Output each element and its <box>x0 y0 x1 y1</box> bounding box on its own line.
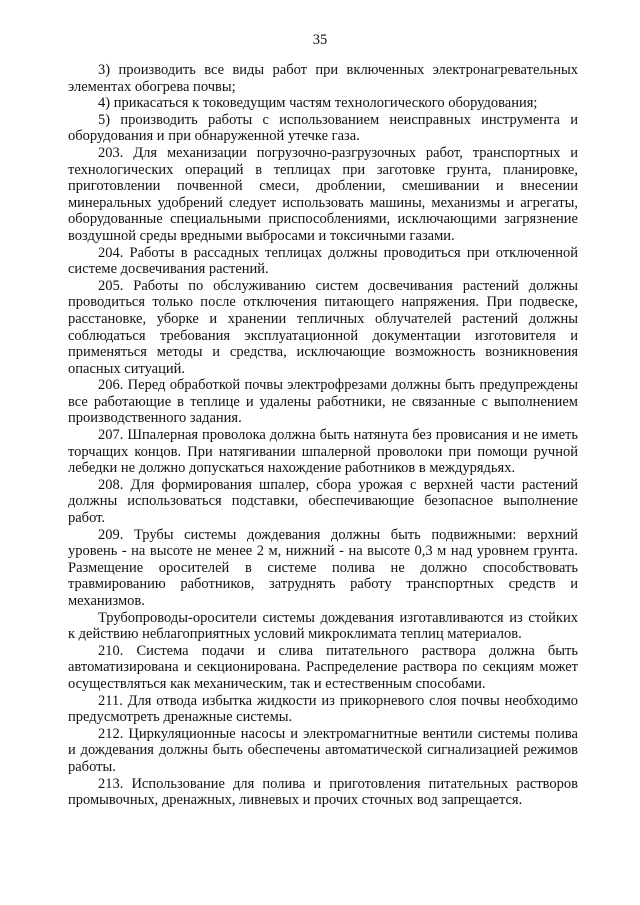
paragraph-item-5: 5) производить работы с использованием неисправных инструмента и оборудования и при обнаруженной утечке газа. <box>68 111 578 145</box>
paragraph-204: 204. Работы в рассадных теплицах должны проводиться при отключенной системе досвечивания растений. <box>68 244 578 278</box>
page-number: 35 <box>312 32 328 48</box>
paragraph-213: 213. Использование для полива и приготовления питательных растворов промывочных, дренажных, ливневых и прочих сточных вод запрещается. <box>68 775 578 809</box>
paragraph-208: 208. Для формирования шпалер, сбора урожая с верхней части растений должны использоваться подставки, обеспечивающие безопасное выполнение работ. <box>68 476 578 527</box>
paragraph-207: 207. Шпалерная проволока должна быть натянута без провисания и не иметь торчащих концов. При натягивании шпалерной проволоки при помощи ручной лебедки не должно допускаться нахождение работников в междурядьях. <box>68 427 578 477</box>
paragraph-211: 211. Для отвода избытка жидкости из прикорневого слоя почвы необходимо предусмотреть дренажные системы. <box>68 692 578 726</box>
paragraph-203: 203. Для механизации погрузочно-разгрузочных работ, транспортных и технологических операций в теплицах при заготовке грунта, планировке, приготовлении почвенной смеси, дроблении, смешивании и внесении минеральных удобрений следует использовать машины, механизмы и агрегаты, оборудованные специальными приспособлениями, исключающими загрязнение воздушной среды вредными выбросами и токсичными газами. <box>68 144 578 244</box>
paragraph-209: 209. Трубы системы дождевания должны быть подвижными: верхний уровень - на высоте не менее 2 м, нижний - на высоте 0,3 м над уровнем грунта. Размещение оросителей в системе полива не должно способствовать травмированию работников, затруднять работу транспортных средств и механизмов. <box>68 526 578 609</box>
paragraph-item-3: 3) производить все виды работ при включенных электронагревательных элементах обогрева почвы; <box>68 62 578 95</box>
paragraph-205: 205. Работы по обслуживанию систем досвечивания растений должны проводиться только после отключения питающего напряжения. При подвеске, расстановке, уборке и хранении тепличных облучателей растений должны соблюдаться требования эксплуатационной документации изготовителя и применяться методы и средства, исключающие возможность возникновения опасных ситуаций. <box>68 277 578 377</box>
paragraph-209-continuation: Трубопроводы-оросители системы дождевания изготавливаются из стойких к действию неблагоприятных условий микроклимата теплиц материалов. <box>68 609 578 643</box>
paragraph-item-4: 4) прикасаться к токоведущим частям технологического оборудования; <box>98 95 538 112</box>
paragraph-212: 212. Циркуляционные насосы и электромагнитные вентили системы полива и дождевания должны быть обеспечены автоматической сигнализацией режимов работы. <box>68 725 578 775</box>
paragraph-210: 210. Система подачи и слива питательного раствора должна быть автоматизирована и секционирована. Распределение раствора по секциям может осуществляться как механическим, так и естественным способами. <box>68 642 578 692</box>
paragraph-206: 206. Перед обработкой почвы электрофрезами должны быть предупреждены все работающие в теплице и удалены работники, не связанные с выполнением производственного задания. <box>68 377 578 427</box>
document-body <box>68 62 578 809</box>
